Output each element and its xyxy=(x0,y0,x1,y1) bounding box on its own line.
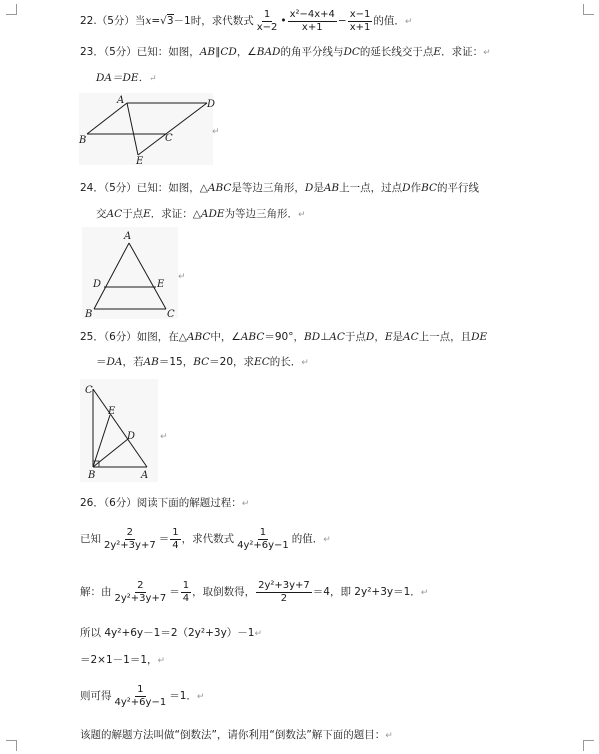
q23-text-g: 的角平分线与 xyxy=(280,46,344,58)
q24-text-k: 的平行线 xyxy=(437,182,480,194)
q24-label-d: D xyxy=(93,279,102,290)
q24-label-a: A xyxy=(124,231,132,242)
q25-bc: BC xyxy=(193,356,210,368)
q23-text-i: 的延长线交于点 xyxy=(359,46,434,58)
q25-text-i: 于点 xyxy=(344,331,366,343)
q26-title-text: 26．（6分）阅读下面的解题过程： xyxy=(80,497,242,509)
q22-text: －1时，求代数式 xyxy=(173,15,254,27)
q26-t-tail: ＝1． xyxy=(169,690,197,702)
q23-e: E xyxy=(433,46,442,58)
q26-known-ratio xyxy=(170,527,180,552)
q25-text-2a: ＝ xyxy=(96,356,107,368)
paragraph-mark: ↵ xyxy=(196,692,205,702)
q25-label-c: C xyxy=(85,385,93,396)
q24-d2: D xyxy=(402,182,411,194)
q24-text-e: 是 xyxy=(313,182,324,194)
q26-solution-line xyxy=(80,574,428,611)
q26-sol-fraction xyxy=(113,580,169,605)
q26-kq-den: 4y²+6y−1 xyxy=(237,539,289,551)
q25-text-2c: ，若 xyxy=(122,356,144,368)
q25-comma: ， xyxy=(374,331,385,343)
q25-figure xyxy=(80,379,158,482)
q24-ac: AC xyxy=(106,208,123,220)
q22-times: • xyxy=(280,15,287,27)
q26-known: 已知 xyxy=(80,533,101,545)
q22-fraction-3 xyxy=(348,9,373,34)
q26-s-eq: ＝ xyxy=(169,586,180,598)
q24-line-1 xyxy=(80,181,479,195)
q22-tail: 的值． xyxy=(373,15,405,27)
q23-text-a: 23．（5分）已知：如图， xyxy=(80,46,200,58)
q24-label-e: E xyxy=(157,279,165,290)
q25-label-b: B xyxy=(88,470,96,481)
q26-sol: 解：由 xyxy=(80,586,112,598)
q23-claim: DA＝DE． xyxy=(96,72,150,84)
q24-e: E xyxy=(143,208,151,220)
q24-text-c: 是等边三角形， xyxy=(231,182,305,194)
q25-text-o: 上一点，且 xyxy=(418,331,472,343)
q24-bc: BC xyxy=(421,182,438,194)
q26-then: 则可得 xyxy=(80,690,112,702)
q26-known-query xyxy=(235,527,291,552)
paragraph-mark: ↵ xyxy=(298,210,306,220)
q24-text-2c: 于点 xyxy=(122,208,144,220)
q25-text-m: 是 xyxy=(392,331,403,343)
q26-sg-den: 2 xyxy=(280,592,288,604)
q26-last: 该题的解题方法叫做“倒数法”，请你利用“倒数法”解下面的题目： xyxy=(80,729,386,741)
q23-label-b: B xyxy=(79,135,87,146)
q23-ab: AB xyxy=(199,46,216,58)
q22-eq: = xyxy=(151,15,161,27)
corner-mark-bottom-right xyxy=(583,740,594,751)
q22-number: 22.（5分）当 xyxy=(80,15,146,27)
q22-f3-den: x+1 xyxy=(349,21,371,33)
q25-ab: AB xyxy=(143,356,159,368)
q22-sqrt: √3 xyxy=(160,15,174,27)
q25-ec: EC xyxy=(254,356,270,368)
q25-da: DA xyxy=(106,356,123,368)
q25-de: DE xyxy=(471,331,488,343)
q25-line-1 xyxy=(80,330,487,344)
q22-fraction-1 xyxy=(255,9,280,34)
corner-mark-top-right xyxy=(583,4,594,15)
q26-s-num: 2 xyxy=(137,579,144,591)
q25-perp: ⊥ xyxy=(320,331,330,343)
q23-label-e: E xyxy=(136,156,144,167)
paragraph-mark: ↵ xyxy=(301,358,309,368)
q24-text-2a: 交 xyxy=(96,208,107,220)
q25-abc: ABC xyxy=(186,331,211,343)
q23-line-2 xyxy=(96,71,157,86)
q26-calc: ＝2×1－1＝1， xyxy=(80,654,158,666)
paragraph-mark: ↵ xyxy=(157,656,166,666)
paragraph-mark: ↵ xyxy=(254,629,263,639)
q26-t-den: 4y²+6y−1 xyxy=(114,696,167,708)
q26-s-den: 2y²+3y+7 xyxy=(114,592,167,604)
q25-label-e: E xyxy=(108,406,116,417)
paragraph-mark: ↵ xyxy=(160,432,168,442)
q23-parallel: ∥ xyxy=(215,46,221,58)
q26-k-num: 2 xyxy=(126,526,134,538)
paragraph-mark: ↵ xyxy=(483,48,491,58)
q26-k-den: 2y²+3y+7 xyxy=(104,539,156,551)
q23-figure xyxy=(79,93,216,167)
q26-known-fraction xyxy=(102,527,158,552)
q24-ade: ADE xyxy=(200,208,225,220)
q23-label-c: C xyxy=(165,133,173,144)
q23-dc: DC xyxy=(343,46,360,58)
q25-ac2: AC xyxy=(403,331,419,343)
q23-line-1 xyxy=(80,45,491,60)
q23-text-k: ．求证： xyxy=(441,46,484,58)
paragraph-mark: ↵ xyxy=(241,499,250,509)
q23-bad: BAD xyxy=(256,46,281,58)
q25-text-2i: 的长． xyxy=(269,356,302,368)
q24-text-g: 上一点，过点 xyxy=(339,182,403,194)
paragraph-mark: ↵ xyxy=(404,17,413,27)
q26-sol-ratio xyxy=(181,580,191,605)
q26-calc-line xyxy=(80,653,165,668)
q25-label-a: A xyxy=(141,470,149,481)
paragraph-mark: ↵ xyxy=(420,588,429,598)
q22-f1-den: x−2 xyxy=(256,21,278,33)
q22-f2-num: x²−4x+4 xyxy=(289,8,335,20)
q26-then-line xyxy=(80,678,204,715)
paragraph-mark: ↵ xyxy=(323,535,331,545)
q24-ab: AB xyxy=(323,182,340,194)
q26-k-eq: ＝ xyxy=(158,533,170,545)
q26-s-mid: ，取倒数得， xyxy=(192,586,256,598)
q26-last-line xyxy=(80,728,393,743)
q25-text-2e: ＝15， xyxy=(158,356,194,368)
q25-line-2 xyxy=(96,355,309,370)
q26-sol-reciprocal xyxy=(256,580,312,605)
q26-so: 所以 4y²+6y－1＝2（2y²+3y）－1 xyxy=(80,627,255,639)
paragraph-mark: ↵ xyxy=(212,127,220,137)
q22-f3-num: x−1 xyxy=(349,8,371,20)
q24-label-c: C xyxy=(167,309,175,320)
q23-cd: CD xyxy=(220,46,237,58)
q22-fraction-2 xyxy=(288,9,337,34)
paragraph-mark: ↵ xyxy=(149,74,157,84)
q25-abc2: ABC xyxy=(240,331,265,343)
q24-figure xyxy=(82,227,178,319)
q22-var-x: x xyxy=(145,15,152,27)
q24-text-i: 作 xyxy=(410,182,422,194)
q26-sr-num: 1 xyxy=(182,579,190,591)
q22-f2-den: x+1 xyxy=(301,21,323,33)
q23-angle: ，∠ xyxy=(236,46,257,58)
q26-sg-num: 2y²+3y+7 xyxy=(258,579,310,591)
q26-k-mid: ，求代数式 xyxy=(181,533,235,545)
q25-text-e: ＝90°， xyxy=(264,331,304,343)
q26-known-line xyxy=(80,521,331,558)
q26-kq-num: 1 xyxy=(259,526,267,538)
q24-abc: ABC xyxy=(207,182,232,194)
q26-sr-den: 4 xyxy=(182,592,190,604)
corner-mark-top-left xyxy=(6,4,17,15)
corner-mark-bottom-left xyxy=(6,740,17,751)
q26-kr-den: 4 xyxy=(172,539,179,551)
paragraph-mark: ↵ xyxy=(385,731,393,741)
paragraph-mark: ↵ xyxy=(178,272,186,282)
q22-minus: − xyxy=(337,15,347,27)
q25-text-a: 25．（6分）如图，在△ xyxy=(80,331,187,343)
q25-text-2g: ＝20，求 xyxy=(209,356,255,368)
q24-label-b: B xyxy=(85,309,93,320)
q25-label-d: D xyxy=(127,431,136,442)
q26-kr-num: 1 xyxy=(172,526,179,538)
q26-k-tail: 的值． xyxy=(291,533,324,545)
q24-text-a: 24．（5分）已知：如图，△ xyxy=(80,182,208,194)
q23-label-d: D xyxy=(207,99,216,110)
q26-t-num: 1 xyxy=(137,683,144,695)
q24-text-2g: 为等边三角形． xyxy=(224,208,299,220)
q25-d: D xyxy=(365,331,375,343)
q26-s-tail: ＝4，即 2y²+3y＝1． xyxy=(312,586,421,598)
q22-sqrt-value: 3 xyxy=(166,15,174,27)
q26-so-line xyxy=(80,626,262,641)
q24-line-2 xyxy=(96,207,306,222)
q23-label-a: A xyxy=(117,95,125,106)
q24-d: D xyxy=(304,182,314,194)
q22-line xyxy=(80,8,412,35)
q24-text-2e: ．求证：△ xyxy=(150,208,201,220)
q25-bd: BD xyxy=(303,331,321,343)
q25-text-c: 中，∠ xyxy=(210,331,241,343)
q22-f1-num: 1 xyxy=(263,8,271,20)
q25-e: E xyxy=(384,331,393,343)
q26-then-fraction xyxy=(113,684,169,709)
q25-ac: AC xyxy=(329,331,345,343)
q26-title xyxy=(80,496,249,511)
